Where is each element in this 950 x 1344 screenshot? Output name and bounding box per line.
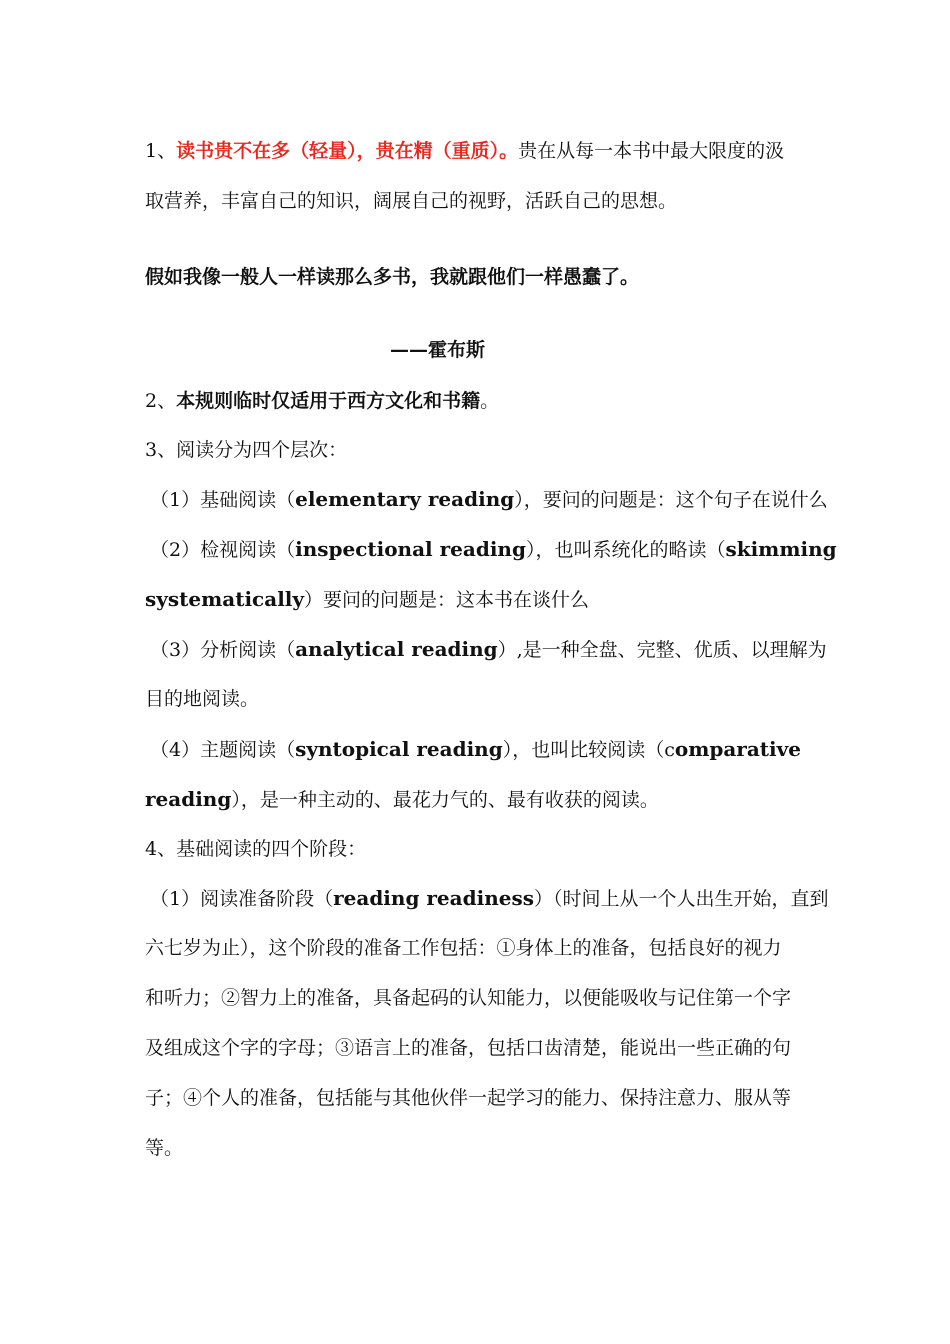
list-text: （4）主题阅读（ (150, 739, 296, 761)
paragraph-1-line-2: 取营养，丰富自己的知识，阔展自己的视野，活跃自己的思想。 (145, 190, 678, 212)
english-term: omparative (674, 737, 801, 761)
level-3-line-2: 目的地阅读。 (145, 688, 260, 710)
level-4-line-1 (150, 736, 830, 763)
level-2-line-2 (145, 586, 825, 613)
level-3-line-1 (150, 636, 830, 663)
list-text: （3）分析阅读（ (150, 639, 296, 661)
stage-1-line-5: 子；④个人的准备，包括能与其他伙伴一起学习的能力、保持注意力、服从等 (145, 1087, 792, 1109)
english-term: skimming (725, 537, 837, 561)
english-term: reading readiness (333, 886, 534, 910)
list-text: ）（时间上从一个人出生开始，直到 (533, 888, 829, 910)
english-term: syntopical reading (295, 737, 503, 761)
section-number: 2、 (145, 390, 177, 412)
english-term: elementary reading (295, 487, 515, 511)
list-text: ）,是一种全盘、完整、优质、以理解为 (497, 639, 827, 661)
list-text: （1）基础阅读（ (150, 489, 296, 511)
english-term: systematically (145, 587, 305, 611)
quote-text: 假如我像一般人一样读那么多书，我就跟他们一样愚蠢了。 (145, 266, 640, 288)
section-3-heading: 3、阅读分为四个层次： (145, 439, 348, 461)
stage-1-line-6: 等。 (145, 1137, 184, 1159)
paragraph-2 (145, 388, 825, 414)
list-text: ），要问的问题是：这个句子在说什么 (514, 489, 828, 511)
stage-1-line-4: 及组成这个字的字母；③语言上的准备，包括口齿清楚，能说出一些正确的句 (145, 1037, 792, 1059)
list-text: （2）检视阅读（ (150, 539, 296, 561)
stage-1-line-2: 六七岁为止），这个阶段的准备工作包括：①身体上的准备，包括良好的视力 (145, 937, 782, 959)
list-text: ），是一种主动的、最花力气的、最有收获的阅读。 (231, 789, 659, 811)
section-4-heading: 4、基础阅读的四个阶段： (145, 838, 367, 860)
list-text: （1）阅读准备阶段（ (150, 888, 334, 910)
english-term: inspectional reading (295, 537, 526, 561)
paragraph-1-line-1 (145, 138, 825, 164)
level-1-line (150, 486, 830, 513)
list-text: ）要问的问题是：这本书在谈什么 (304, 589, 590, 611)
level-4-line-2 (145, 786, 825, 813)
level-2-line-1 (150, 536, 837, 563)
paragraph-text: 贵在从每一本书中最大限度的汲 (518, 140, 785, 162)
stage-1-line-3: 和听力；②智力上的准备，具备起码的认知能力，以便能吸收与记住第一个字 (145, 987, 792, 1009)
quote-attribution: ——霍布斯 (390, 339, 486, 361)
list-text: ），也叫系统化的略读（ (525, 539, 726, 561)
highlighted-principle: 读书贵不在多（轻量），贵在精（重质）。 (176, 140, 519, 162)
stage-1-line-1 (150, 885, 830, 912)
paragraph-text: 。 (480, 390, 500, 412)
list-text: ），也叫比较阅读（c (502, 739, 675, 761)
section-number: 1、 (145, 140, 177, 162)
paragraph-bold-text: 本规则临时仅适用于西方文化和书籍 (176, 390, 481, 412)
english-term: analytical reading (295, 637, 498, 661)
english-term: reading (145, 787, 232, 811)
